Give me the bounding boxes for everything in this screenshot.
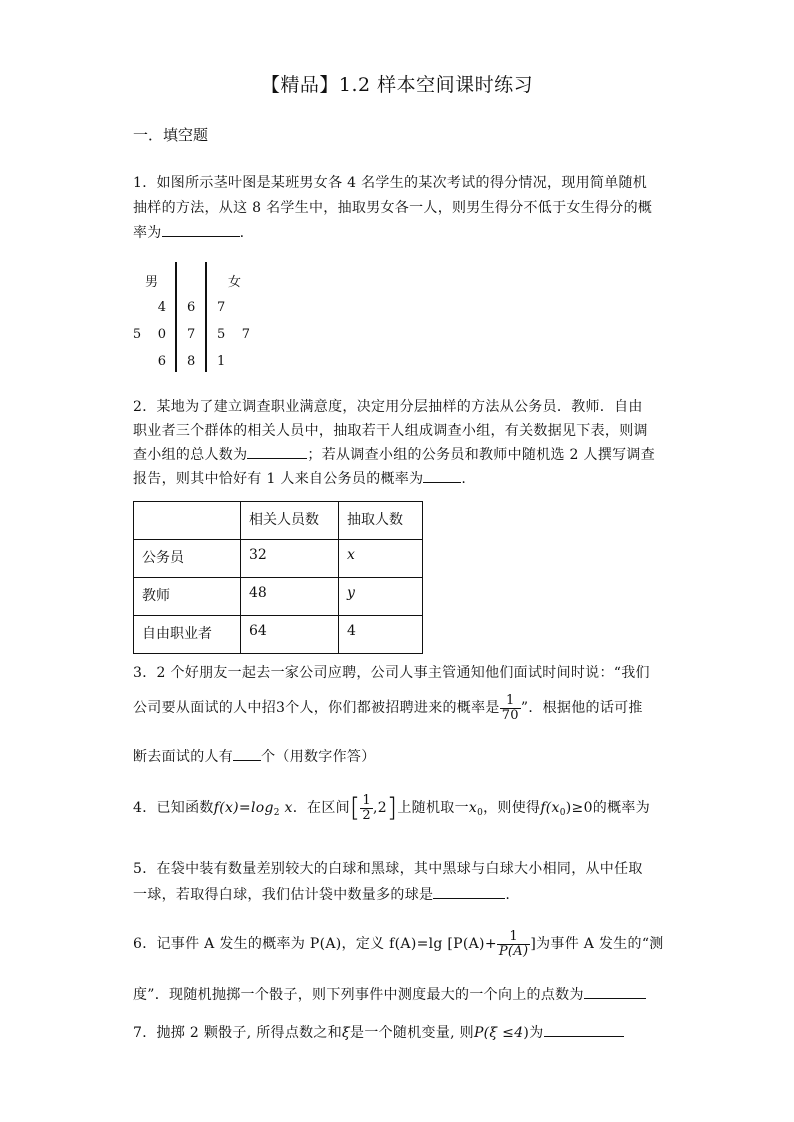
q5-line2-post: . bbox=[505, 887, 511, 903]
q2-answer-blank-2[interactable] bbox=[423, 468, 461, 483]
table-row bbox=[134, 616, 423, 654]
q1-line3 bbox=[133, 222, 244, 242]
q4-x0-sub: 0 bbox=[477, 808, 484, 818]
q3-line3 bbox=[133, 746, 376, 766]
q5-answer-blank[interactable] bbox=[433, 884, 505, 899]
male-label: 男 bbox=[145, 275, 159, 290]
q3-fraction bbox=[500, 694, 521, 722]
table-header-cell: 相关人员数 bbox=[241, 502, 339, 540]
q4-cond-end: )≥0 bbox=[565, 800, 593, 816]
q4-fraction bbox=[360, 794, 373, 822]
q4-frac-den: 2 bbox=[362, 807, 371, 823]
q7-post: 为 bbox=[529, 1025, 544, 1041]
q2-line4-pre: 报告，则其中恰好有 1 人来自公务员的概率为 bbox=[133, 471, 424, 487]
table-header-cell: 抽取人数 bbox=[339, 502, 423, 540]
q4-line bbox=[133, 793, 650, 823]
section-heading: 一．填空题 bbox=[133, 126, 209, 144]
stem-right-bar bbox=[205, 262, 207, 372]
q2-line3-pre: 查小组的总人数为 bbox=[133, 447, 248, 463]
table-cell: 64 bbox=[241, 616, 339, 654]
q4-mid2: 上随机取一 bbox=[397, 800, 469, 816]
q7-xi: ξ bbox=[342, 1025, 351, 1041]
q6-fraction bbox=[497, 930, 530, 958]
male-leaf-row1: 4 bbox=[157, 300, 166, 315]
table-row bbox=[134, 540, 423, 578]
table-cell: x bbox=[339, 540, 423, 578]
male-leaf-row2: 5 0 bbox=[132, 327, 166, 342]
female-leaf-row1: 7 bbox=[217, 300, 226, 315]
q6-frac-num: 1 bbox=[497, 930, 530, 945]
q4-right-bracket: ] bbox=[386, 793, 398, 823]
q7-p: P( bbox=[473, 1025, 490, 1041]
q1-line2: 抽样的方法，从这 8 名学生中，抽取男女各一人，则男生得分不低于女生得分的概 bbox=[133, 200, 653, 216]
q2-line4-post: . bbox=[461, 471, 467, 487]
stem-left-bar bbox=[175, 262, 177, 372]
data-table bbox=[133, 501, 423, 654]
stem-row3: 8 bbox=[187, 354, 196, 369]
q4-log-base: 2 bbox=[273, 808, 280, 818]
q4-cond-sub: 0 bbox=[559, 808, 566, 818]
table-cell: 自由职业者 bbox=[134, 616, 241, 654]
table-cell: 公务员 bbox=[134, 540, 241, 578]
table-cell: 4 bbox=[339, 616, 423, 654]
female-leaf-row2: 5 7 bbox=[217, 327, 251, 342]
q7-mid: 是一个随机变量, 则 bbox=[350, 1025, 474, 1041]
q5-line1: 5．在袋中装有数量差别较大的白球和黑球，其中黑球与白球大小相同，从中任取 bbox=[133, 861, 643, 877]
stem-row1: 6 bbox=[187, 300, 196, 315]
q1-line1: 1．如图所示茎叶图是某班男女各 4 名学生的某次考试的得分情况，现用简单随机 bbox=[133, 175, 648, 191]
q2-line2: 职业者三个群体的相关人员中，抽取若干人组成调查小组，有关数据见下表，则调 bbox=[133, 423, 648, 439]
q1-line3-post: . bbox=[239, 225, 245, 241]
q3-line1: 3．2 个好朋友一起去一家公司应聘，公司人事主管通知他们面试时间时说：“我们 bbox=[133, 665, 650, 681]
q4-post: 的概率为 bbox=[592, 800, 650, 816]
table-row bbox=[134, 578, 423, 616]
q2-line4 bbox=[133, 468, 466, 488]
q4-func: f(x)=log bbox=[213, 800, 274, 816]
q3-frac-num: 1 bbox=[500, 694, 521, 709]
q4-frac-num: 1 bbox=[362, 792, 371, 808]
q5-line2 bbox=[133, 884, 510, 904]
q6-line2 bbox=[133, 984, 646, 1004]
q1-line3-pre: 率为 bbox=[133, 225, 162, 241]
q6-answer-blank[interactable] bbox=[584, 984, 646, 999]
q6-line1-post: ]为事件 A 发生的“测 bbox=[530, 936, 664, 953]
q4-x0: x bbox=[468, 800, 478, 816]
q3-line3-post: 个（用数字作答） bbox=[261, 749, 376, 765]
q2-line1: 2．某地为了建立调查职业满意度，决定用分层抽样的方法从公务员．教师．自由 bbox=[133, 399, 643, 415]
table-header-row bbox=[134, 502, 423, 540]
q3-line2-post: ”．根据他的话可推 bbox=[520, 700, 643, 717]
table-cell: 48 bbox=[241, 578, 339, 616]
q3-frac-den: 70 bbox=[501, 707, 519, 723]
q1-answer-blank[interactable] bbox=[162, 222, 240, 237]
q3-line3-pre: 断去面试的人有 bbox=[133, 749, 234, 765]
q4-mid3: ，则使得 bbox=[483, 800, 541, 816]
table-cell: 32 bbox=[241, 540, 339, 578]
q4-interval-end: ,2 bbox=[372, 800, 387, 816]
female-label: 女 bbox=[228, 275, 242, 290]
q2-line3 bbox=[133, 444, 655, 464]
table-header-cell bbox=[134, 502, 241, 540]
female-leaf-row3: 1 bbox=[217, 354, 226, 369]
q4-mid: ．在区间 bbox=[292, 800, 350, 816]
male-leaf-row3: 6 bbox=[157, 354, 166, 369]
q3-line2-pre: 公司要从面试的人中招3个人，你们都被招聘进来的概率是 bbox=[133, 700, 500, 717]
q7-paren: ) bbox=[523, 1025, 530, 1041]
q5-line2-pre: 一球，若取得白球，我们估计袋中数量多的球是 bbox=[133, 887, 434, 903]
q4-var: x bbox=[284, 800, 293, 816]
table-cell: 教师 bbox=[134, 578, 241, 616]
q4-left-bracket: [ bbox=[349, 793, 361, 823]
q4-pre: 4．已知函数 bbox=[133, 800, 214, 816]
q2-line3-post: ；若从调查小组的公务员和教师中随机选 2 人撰写调查 bbox=[307, 447, 656, 463]
q3-answer-blank[interactable] bbox=[233, 746, 261, 761]
q7-pre: 7．抛掷 2 颗骰子, 所得点数之和 bbox=[133, 1025, 343, 1041]
stem-leaf-plot bbox=[130, 262, 270, 372]
stem-row2: 7 bbox=[187, 327, 196, 342]
q6-line2-text: 度”．现随机抛掷一个骰子，则下列事件中测度最大的一个向上的点数为 bbox=[133, 987, 584, 1003]
q6-line1-pre: 6．记事件 A 发生的概率为 P(A)，定义 f(A)=lg [P(A)+ bbox=[133, 936, 497, 953]
q7-line bbox=[133, 1022, 624, 1042]
q7-cond: ξ ≤4 bbox=[489, 1025, 524, 1041]
q6-frac-den: P(A) bbox=[498, 943, 529, 959]
q4-cond: f(x bbox=[540, 800, 560, 816]
page-title: 【精品】1.2 样本空间课时练习 bbox=[260, 74, 534, 96]
q3-line2 bbox=[133, 694, 643, 722]
q2-answer-blank-1[interactable] bbox=[247, 444, 307, 459]
q7-answer-blank[interactable] bbox=[544, 1022, 624, 1037]
table-cell: y bbox=[339, 578, 423, 616]
q6-line1 bbox=[133, 930, 664, 958]
